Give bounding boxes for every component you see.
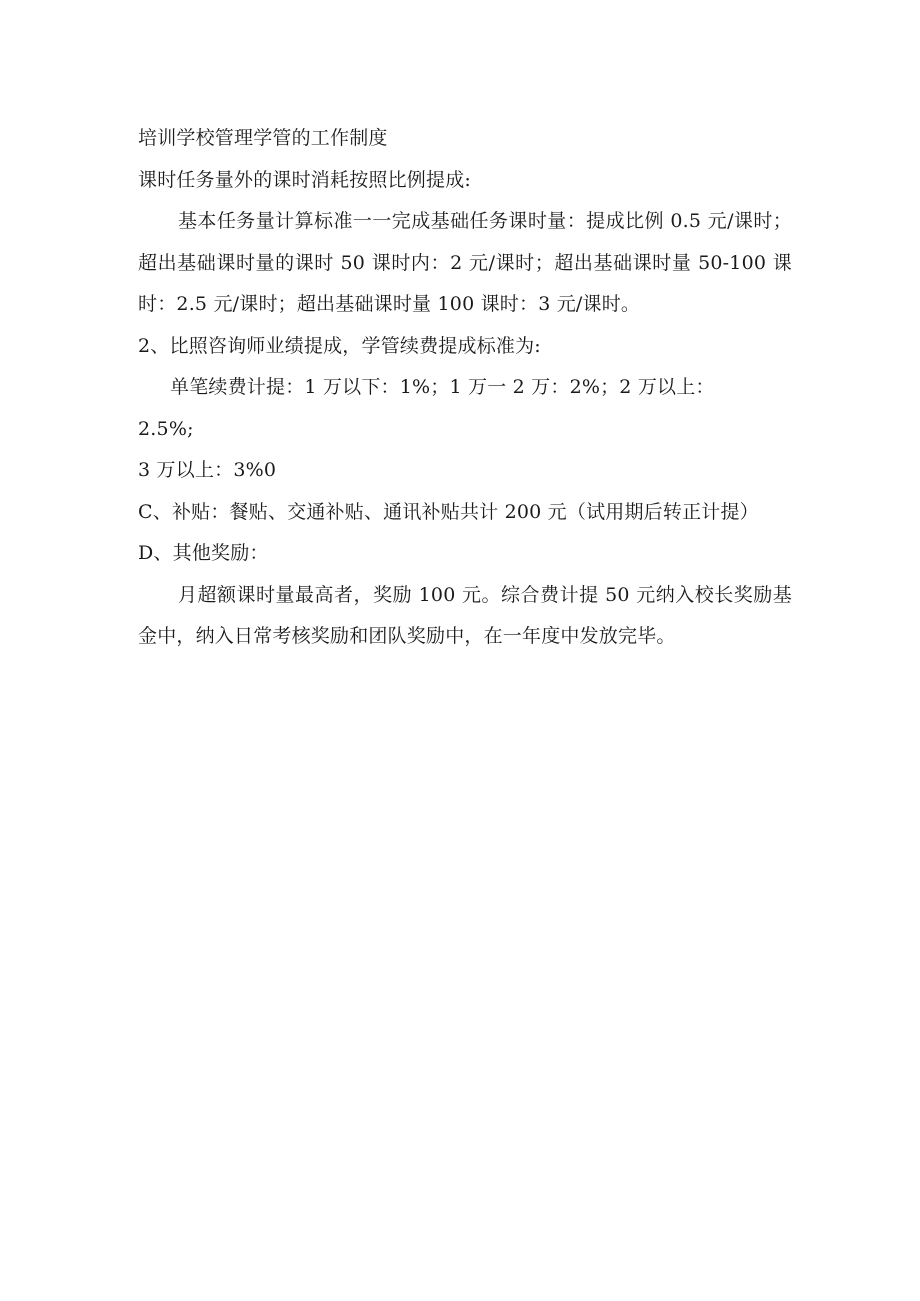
paragraph-renewal-rate-cont: 2.5%; (138, 417, 194, 440)
paragraph-other-rewards: 月超额课时量最高者，奖励 100 元。综合费计提 50 元纳入校长奖励基金中，纳入日常考核奖励和团队奖励中，在一年度中发放完毕。 (138, 583, 792, 647)
paragraph-intro: 课时任务量外的课时消耗按照比例提成: (138, 168, 472, 191)
paragraph-renewal-rate-high: 3 万以上：3%0 (138, 459, 277, 481)
document-title: 培训学校管理学管的工作制度 (138, 127, 388, 149)
paragraph-renewal-heading: 2、比照咨询师业绩提成，学管续费提成标准为: (138, 334, 541, 357)
paragraph-subsidy: C、补贴：餐贴、交通补贴、通讯补贴共计 200 元（试用期后转正计提） (138, 500, 759, 523)
paragraph-basic-standard: 基本任务量计算标准一一完成基础任务课时量：提成比例 0.5 元/课时；超出基础课时量的课时 50 课时内：2 元/课时；超出基础课时量 50-100 课时：2.5 元/课时；超出基础课时量 100 课时：3 元/课时。 (138, 210, 792, 315)
document-body (138, 118, 792, 658)
paragraph-other-rewards-heading: D、其他奖励： (138, 542, 269, 564)
paragraph-renewal-rates: 单笔续费计提：1 万以下：1%；1 万一 2 万：2%；2 万以上： (170, 376, 715, 398)
